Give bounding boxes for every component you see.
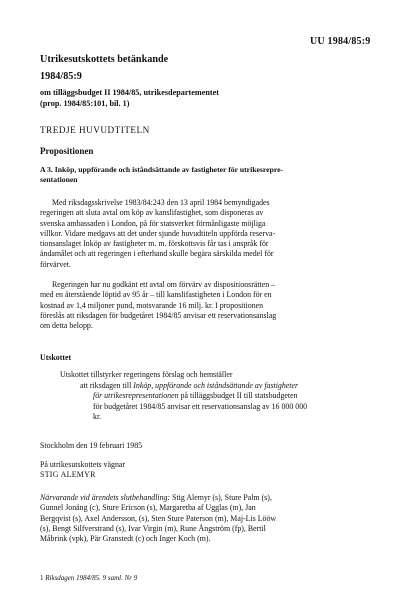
paragraph-line: ändamålet och att regeringen i efterhand skulle begära särskilda medel för	[40, 249, 274, 259]
committee-heading: Utskottet	[40, 353, 72, 362]
place-date: Stockholm den 19 februari 1985	[40, 441, 143, 450]
paragraph-line: villkor. Vidare medgavs att det under sjunde huvudtiteln uppförda reserva-	[40, 228, 276, 238]
motion-line: för budgetåret 1984/85 anvisar ett reservationsanslag av 16 000 000	[93, 401, 308, 411]
section-title: TREDJE HUVUDTITELN	[40, 125, 150, 135]
paragraph-line: föreslås att riksdagen för budgetåret 1984/85 anvisar ett reservationsanslag	[40, 310, 277, 320]
motion-line: kr.	[93, 411, 102, 421]
paragraph-line: tionsanslaget Inköp av fastigheter m. m. förskottsvis får tas i anspråk för	[40, 239, 269, 249]
report-title: Utrikesutskottets betänkande	[40, 54, 169, 65]
attendance-line: (s), Bengt Silfverstrand (s), Ivar Virgin (m), Rune Ångström (fp), Bertil	[40, 523, 266, 533]
document-id: UU 1984/85:9	[310, 36, 371, 47]
signer-name: STIG ALEMYR	[40, 470, 96, 479]
paragraph-line: om detta belopp.	[40, 321, 93, 331]
item-heading-line1: A 3. Inköp, uppförande och iståndsättande av fastigheter för utrikesrepre-	[40, 165, 284, 174]
proposition-paragraph-1	[40, 198, 370, 270]
attendance-line: Måbrink (vpk), Pär Granstedt (c) och Inger Koch (m).	[40, 534, 211, 544]
paragraph-line: med en återstående löptid av 95 år – till kanslifastigheten i London för en	[40, 290, 272, 300]
motion-line: att riksdagen till Inköp, uppförande och iståndsättande av fastigheter	[80, 381, 299, 390]
paragraph-line: svenska ambassaden i London, på för statsverket förmånligaste möjliga	[40, 218, 266, 228]
on-behalf-line: På utrikesutskottets vägnar	[40, 460, 126, 469]
paragraph-line: Med riksdagsskrivelse 1983/84:243 den 13 april 1984 bemyndigades	[52, 198, 270, 207]
paragraph-line: regeringen att sluta avtal om köp av kanslifastighet, som disponeras av	[40, 208, 264, 218]
committee-motion	[80, 381, 380, 422]
paragraph-line: Regeringen har nu godkänt ett avtal om förvärv av dispositionsrätten –	[52, 280, 276, 289]
committee-intro: Utskottet tillstyrker regeringens förslag och hemställer	[60, 370, 233, 379]
proposition-paragraph-2	[40, 280, 370, 331]
attendance-paragraph	[40, 493, 370, 544]
motion-line: för utrikesrepresentationen på tilläggsbudget II till statsbudgeten	[93, 391, 298, 401]
report-subtitle-line1: om tilläggsbudget II 1984/85, utrikesdepartementet	[40, 88, 219, 97]
report-number: 1984/85:9	[40, 71, 82, 82]
page-footer: 1 Riksdagen 1984/85. 9 saml. Nr 9	[40, 574, 138, 582]
paragraph-line: förvärvet.	[40, 259, 71, 269]
attendance-line: Gunnel Jonäng (c), Sture Ericson (s), Margaretha af Ugglas (m), Jan	[40, 503, 256, 513]
item-heading-line2: sentationen	[40, 175, 78, 184]
paragraph-line: kostnad av 1,4 miljoner pund, motsvarande 16 milj. kr. I propositionen	[40, 300, 264, 310]
report-subtitle-line2: (prop. 1984/85:101, bil. 1)	[40, 99, 130, 108]
attendance-line: Närvarande vid ärendets slutbehandling: Stig Alemyr (s), Sture Palm (s),	[40, 493, 272, 502]
attendance-line: Bergqvist (s), Axel Andersson, (s), Sten Sture Paterson (m), Maj-Lis Lööw	[40, 513, 277, 523]
section-subheading: Propositionen	[40, 146, 94, 156]
